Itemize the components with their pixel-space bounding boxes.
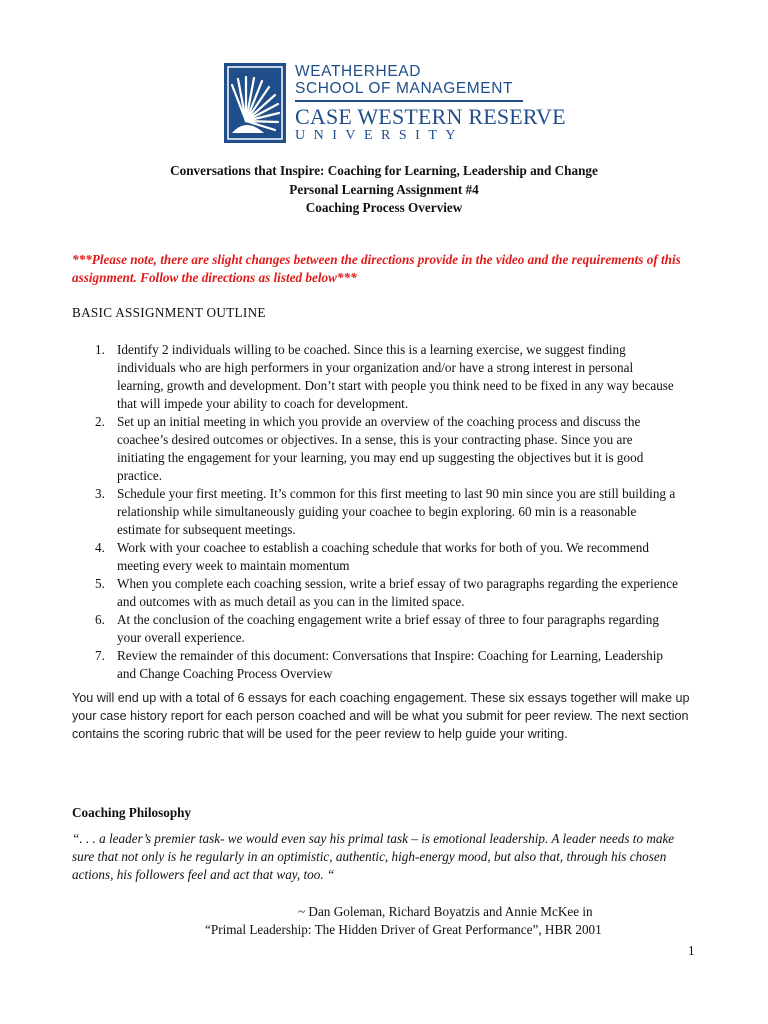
assignment-title: Personal Learning Assignment #4 xyxy=(289,181,479,197)
logo-line-school: SCHOOL OF MANAGEMENT xyxy=(295,80,514,97)
list-item xyxy=(72,647,682,683)
list-item-text: At the conclusion of the coaching engagement write a brief essay of three to four paragraphs regarding your overall experience. xyxy=(117,612,659,645)
philosophy-quote: “. . . a leader’s premier task- we would even say his primal task – is emotional leadership. A leader needs to make sure that not only is he regularly in an optimistic, authentic, high-energy mood, but also that, through his chosen actions, his followers feel and act that way, too. “ xyxy=(72,831,675,882)
list-number: 5. xyxy=(95,576,105,591)
list-item-text: Work with your coachee to establish a coaching schedule that works for both of you. We recommend meeting every week to maintain momentum xyxy=(117,540,649,573)
page-number: 1 xyxy=(688,943,695,958)
list-item-text: Set up an initial meeting in which you provide an overview of the coaching process and discuss the coachee’s desired outcomes or objectives. In a sense, this is your contracting phase. Since you are initiating the engagement for your learning, you may end up suggesting the objectives but it is good practice. xyxy=(117,414,644,483)
list-item xyxy=(72,575,682,611)
list-item-text: Identify 2 individuals willing to be coached. Since this is a learning exercise, we suggest finding individuals who are high performers in your organization and/or have a strong interest in personal learning, growth and development. Don’t start with people you think need to be fixed in any way because that will impede your ability to coach for development. xyxy=(117,342,674,411)
logo-line-case-western: CASE WESTERN RESERVE xyxy=(295,104,566,129)
course-title: Conversations that Inspire: Coaching for Learning, Leadership and Change xyxy=(170,163,598,178)
list-item-text: Schedule your first meeting. It’s common for this first meeting to last 90 min since you are still building a relationship while simultaneously guiding your coachee to begin exploring. 60 min is a reasonable estimate for subsequent meetings. xyxy=(117,486,676,537)
logo-line-university: UNIVERSITY xyxy=(295,128,464,143)
document-title-block xyxy=(0,162,768,218)
list-number: 3. xyxy=(95,486,105,501)
list-item xyxy=(72,485,682,539)
list-item xyxy=(72,341,682,413)
sunburst-seal-icon xyxy=(224,63,286,143)
quote-attribution-source: “Primal Leadership: The Hidden Driver of Great Performance”, HBR 2001 xyxy=(205,922,602,937)
list-number: 6. xyxy=(95,612,105,627)
list-item xyxy=(72,413,682,485)
list-item-text: When you complete each coaching session, write a brief essay of two paragraphs regarding the experience and outcomes with as much detail as you can in the limited space. xyxy=(117,576,678,609)
summary-paragraph: You will end up with a total of 6 essays for each coaching engagement. These six essays together will make up your case history report for each person coached and will be what you submit for peer review. The next section contains the scoring rubric that will be used for the peer review to help guide your writing. xyxy=(72,691,690,741)
list-number: 4. xyxy=(95,540,105,555)
list-number: 1. xyxy=(95,342,105,357)
outline-heading: BASIC ASSIGNMENT OUTLINE xyxy=(72,305,266,320)
logo-divider xyxy=(295,100,523,102)
list-item xyxy=(72,539,682,575)
quote-attribution-authors: ~ Dan Goleman, Richard Boyatzis and Annie McKee in xyxy=(298,904,593,919)
list-number: 2. xyxy=(95,414,105,429)
document-subtitle: Coaching Process Overview xyxy=(305,200,463,215)
philosophy-heading: Coaching Philosophy xyxy=(72,805,192,820)
assignment-notice: ***Please note, there are slight changes between the directions provide in the video and the requirements of this assignment. Follow the directions as listed below*** xyxy=(72,252,681,285)
assignment-steps-list xyxy=(72,341,682,683)
list-number: 7. xyxy=(95,648,105,663)
logo-wordmark xyxy=(295,63,566,144)
school-logo xyxy=(224,63,566,144)
list-item-text: Review the remainder of this document: Conversations that Inspire: Coaching for Learning, Leadership and Change Coaching Process Overview xyxy=(117,648,664,681)
logo-line-weatherhead: WEATHERHEAD xyxy=(295,63,422,80)
list-item xyxy=(72,611,682,647)
